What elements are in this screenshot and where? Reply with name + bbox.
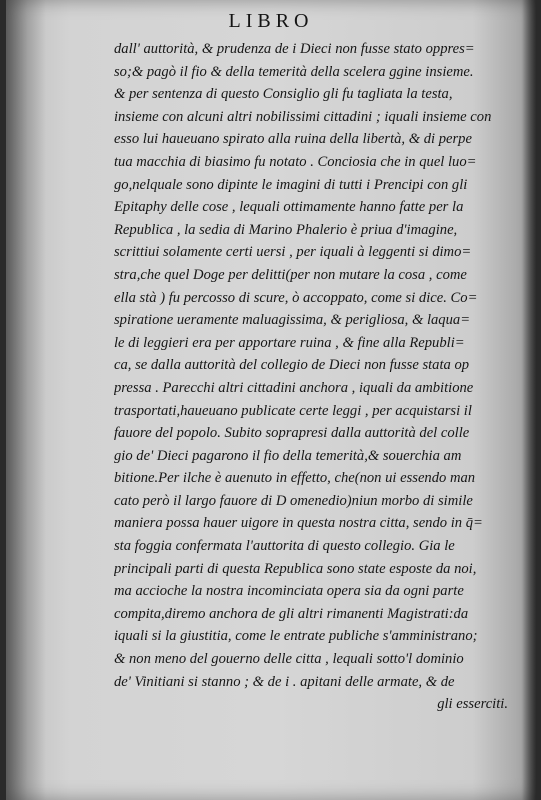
running-head: LIBRO	[228, 10, 314, 32]
body-text	[114, 38, 514, 716]
text-line: gio de' Dieci pagarono il fio della temerità,& souerchia am	[114, 447, 462, 464]
page-edge-shadow	[522, 0, 536, 800]
text-line: trasportati,haueuano publicate certe leggi , per acquistarsi il	[114, 402, 472, 419]
text-line: Epitaphy delle cose , lequali ottimamente hanno fatte per la	[114, 199, 464, 216]
text-line: le di leggieri era per apportare ruina , & fine alla Republi=	[114, 334, 465, 351]
text-line: esso lui haueuano spirato alla ruina della libertà, & di perpe	[114, 131, 472, 148]
text-line: dall' auttorità, & prudenza de i Dieci non fusse stato oppres=	[114, 41, 475, 57]
text-line: pressa . Parecchi altri cittadini anchora , iquali da ambitione	[114, 379, 474, 396]
text-line: bitione.Per ilche è auenuto in effetto, che(non ui essendo man	[114, 470, 476, 487]
text-line: principali parti di questa Republica sono state esposte da noi,	[114, 560, 477, 577]
text-line: insieme con alcuni altri nobilissimi cittadini ; iquali insieme con	[114, 108, 492, 125]
text-line: fauore del popolo. Subito soprapresi dalla auttorità del colle	[114, 425, 470, 442]
text-line: Republica , la sedia di Marino Phalerio è priua d'imagine,	[114, 221, 458, 238]
text-line: ca, se dalla auttorità del collegio de Dieci non fusse stata op	[114, 357, 470, 374]
text-line: compita,diremo anchora de gli altri rimanenti Magistrati:da	[114, 605, 469, 622]
text-line: tua macchia di biasimo fu notato . Conciosia che in quel luo=	[114, 153, 477, 170]
text-line: spiratione ueramente maluagissima, & perigliosa, & laqua=	[114, 312, 471, 329]
text-line: stra,che quel Doge per delitti(per non mutare la cosa , come	[114, 266, 467, 283]
text-line: sta foggia confermata l'auttorita di questo collegio. Gia le	[114, 538, 455, 555]
text-line: ma accioche la nostra incominciata opera sia da ogni parte	[114, 583, 464, 600]
gutter-shadow	[6, 0, 46, 800]
text-line: go,nelquale sono dipinte le imagini di tutti i Prencipi con gli	[114, 176, 468, 193]
text-line: & per sentenza di questo Consiglio gli fu tagliata la testa,	[114, 86, 453, 103]
text-line: & non meno del gouerno delle citta , lequali sotto'l dominio	[114, 651, 464, 668]
text-line: cato però il largo fauore di D omenedio)niun morbo di simile	[114, 492, 473, 509]
text-line: scrittiui solamente certi uersi , per iquali à leggenti si dimo=	[114, 244, 472, 261]
text-line: de' Vinitiani si stanno ; & de i . apitani delle armate, & de	[114, 673, 455, 690]
text-line: maniera possa hauer uigore in questa nostra citta, sendo in q̄=	[114, 515, 483, 532]
text-line: iquali si la giustitia, come le entrate publiche s'amministrano;	[114, 628, 478, 645]
book-page	[6, 0, 536, 800]
text-line: gli esserciti.	[437, 696, 508, 713]
text-line: ella stà ) fu percosso di scure, ò accoppato, come si dice. Co=	[114, 289, 478, 306]
text-line: so;& pagò il fio & della temerità della scelera ggine insieme.	[114, 63, 474, 80]
